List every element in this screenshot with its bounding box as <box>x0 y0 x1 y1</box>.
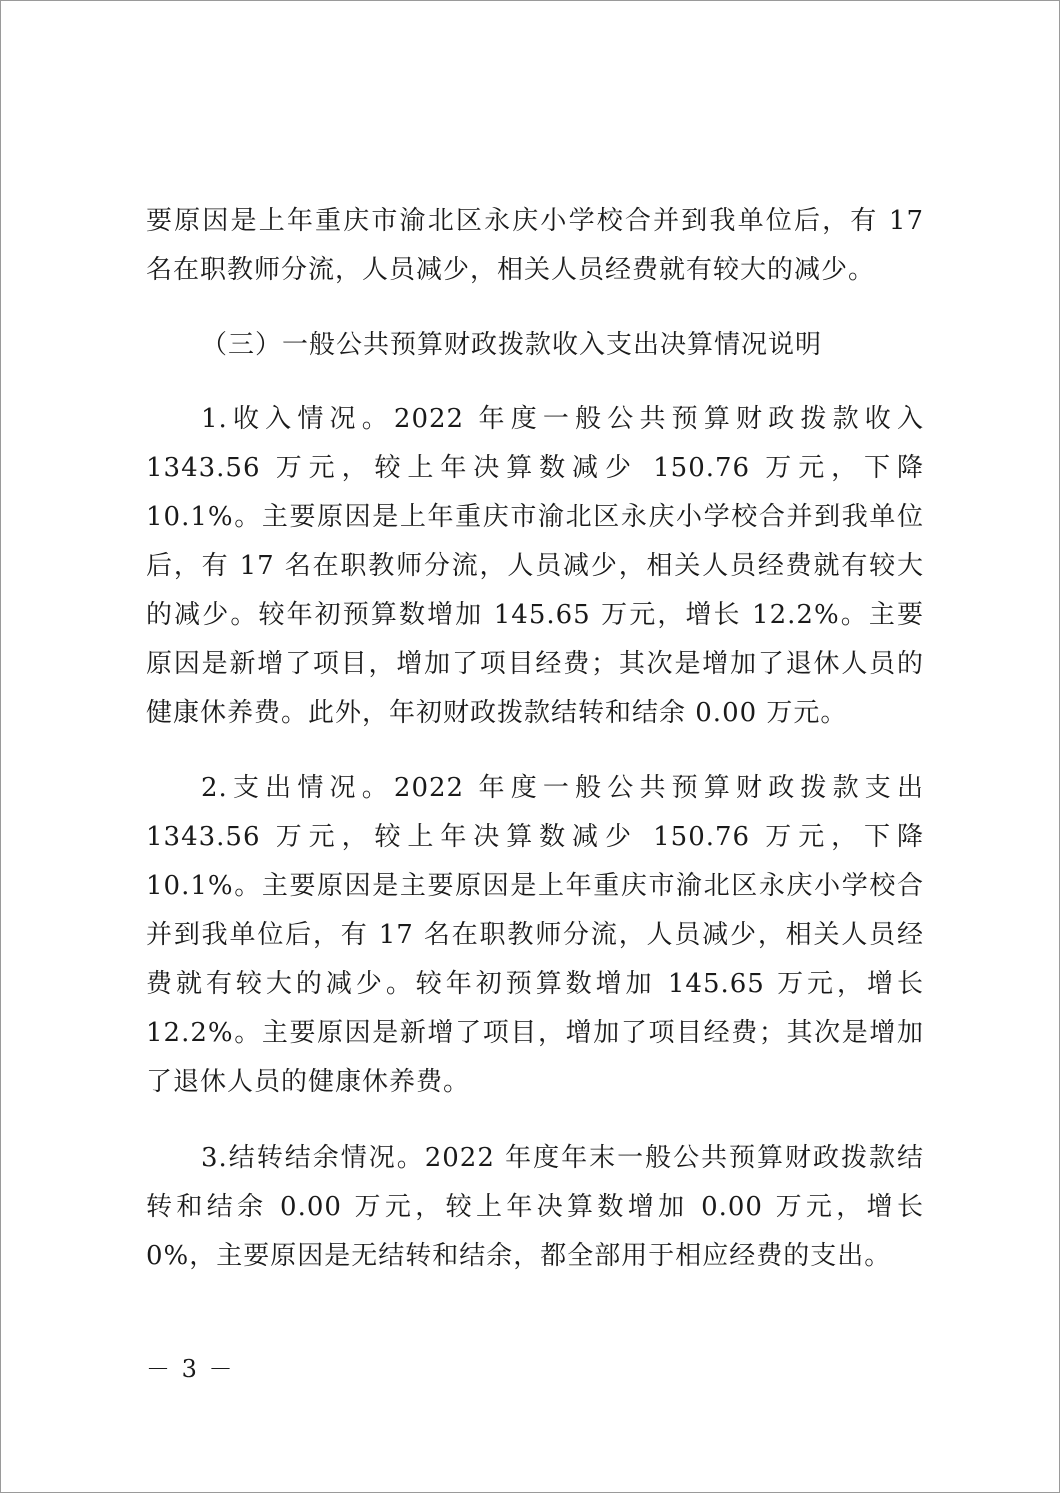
page-number: － 3 － <box>146 1355 235 1383</box>
paragraph-carryover <box>146 1134 924 1281</box>
paragraph-text: 2.支出情况。2022 年度一般公共预算财政拨款支出 1343.56 万元，较上年决算数减少 150.76 万元，下降 10.1%。主要原因是主要原因是上年重庆市渝北区永庆小学校合并到我单位后，有 17 名在职教师分流，人员减少，相关人员经费就有较大的减少。较年初预算数增加 145.65 万元，增长 12.2%。主要原因是新增了项目，增加了项目经费；其次是增加了退休人员的健康休养费。 <box>146 773 924 1097</box>
paragraph-expenditure <box>146 764 924 1107</box>
paragraph-continuation <box>146 197 924 295</box>
section-heading-text: （三）一般公共预算财政拨款收入支出决算情况说明 <box>201 330 823 360</box>
paragraph-text: 1.收入情况。2022 年度一般公共预算财政拨款收入 1343.56 万元，较上年决算数减少 150.76 万元，下降 10.1%。主要原因是上年重庆市渝北区永庆小学校合并到我单位后，有 17 名在职教师分流，人员减少，相关人员经费就有较大的减少。较年初预算数增加 145.65 万元，增长 12.2%。主要原因是新增了项目，增加了项目经费；其次是增加了退休人员的健康休养费。此外，年初财政拨款结转和结余 0.00 万元。 <box>146 404 924 728</box>
paragraph-text: 要原因是上年重庆市渝北区永庆小学校合并到我单位后，有 17 名在职教师分流，人员减少，相关人员经费就有较大的减少。 <box>146 206 924 285</box>
paragraph-text: 3.结转结余情况。2022 年度年末一般公共预算财政拨款结转和结余 0.00 万元，较上年决算数增加 0.00 万元，增长 0%，主要原因是无结转和结余，都全部用于相应经费的支出。 <box>146 1143 924 1271</box>
section-heading <box>146 321 924 370</box>
paragraph-income <box>146 395 924 738</box>
